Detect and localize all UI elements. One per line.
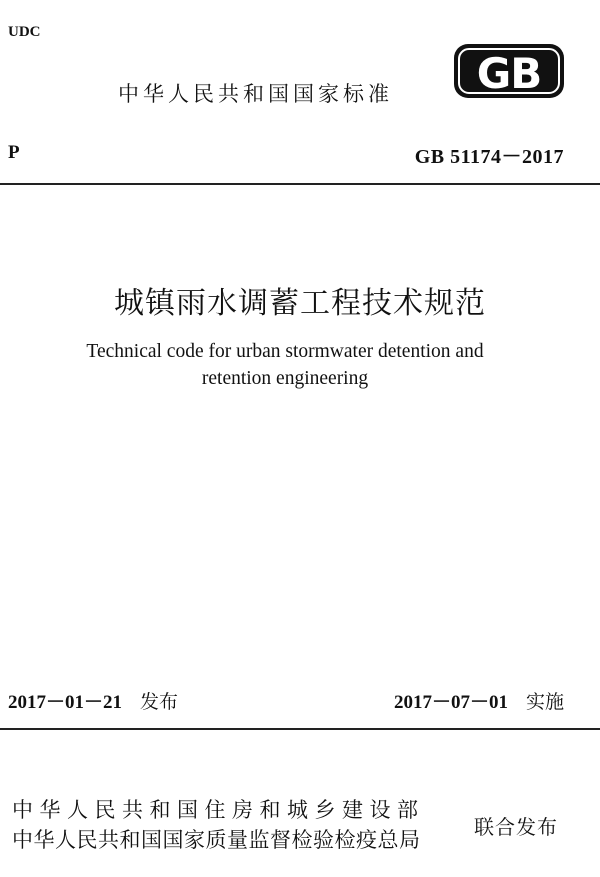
standard-type: 中华人民共和国国家标准 [118,82,393,106]
effective-label: 实施 [525,691,564,713]
issue-date: 2017－01－21 [8,692,123,713]
top-divider [0,183,600,185]
issue-label: 发布 [140,691,179,713]
publisher-line1: 中华人民共和国住房和城乡建设部 [12,798,425,822]
title-english-line1: Technical code for urban stormwater detention and [86,341,484,362]
bottom-divider [0,728,600,730]
gb-logo-icon [452,42,566,100]
udc-label: UDC [8,24,41,40]
gb-logo-text: GB [476,49,542,98]
classification-code: P [8,142,20,163]
publishers [12,795,425,855]
title-english [0,338,570,392]
standard-number: GB 51174－2017 [414,146,564,168]
title-chinese: 城镇雨水调蓄工程技术规范 [114,286,486,321]
joint-release-label: 联合发布 [474,815,558,839]
publisher-line2: 中华人民共和国国家质量监督检验检疫总局 [12,828,421,852]
effective-date: 2017－07－01 [393,692,508,713]
issue-date-block [8,687,178,714]
title-english-line2: retention engineering [201,368,369,389]
effective-date-block [394,687,564,714]
